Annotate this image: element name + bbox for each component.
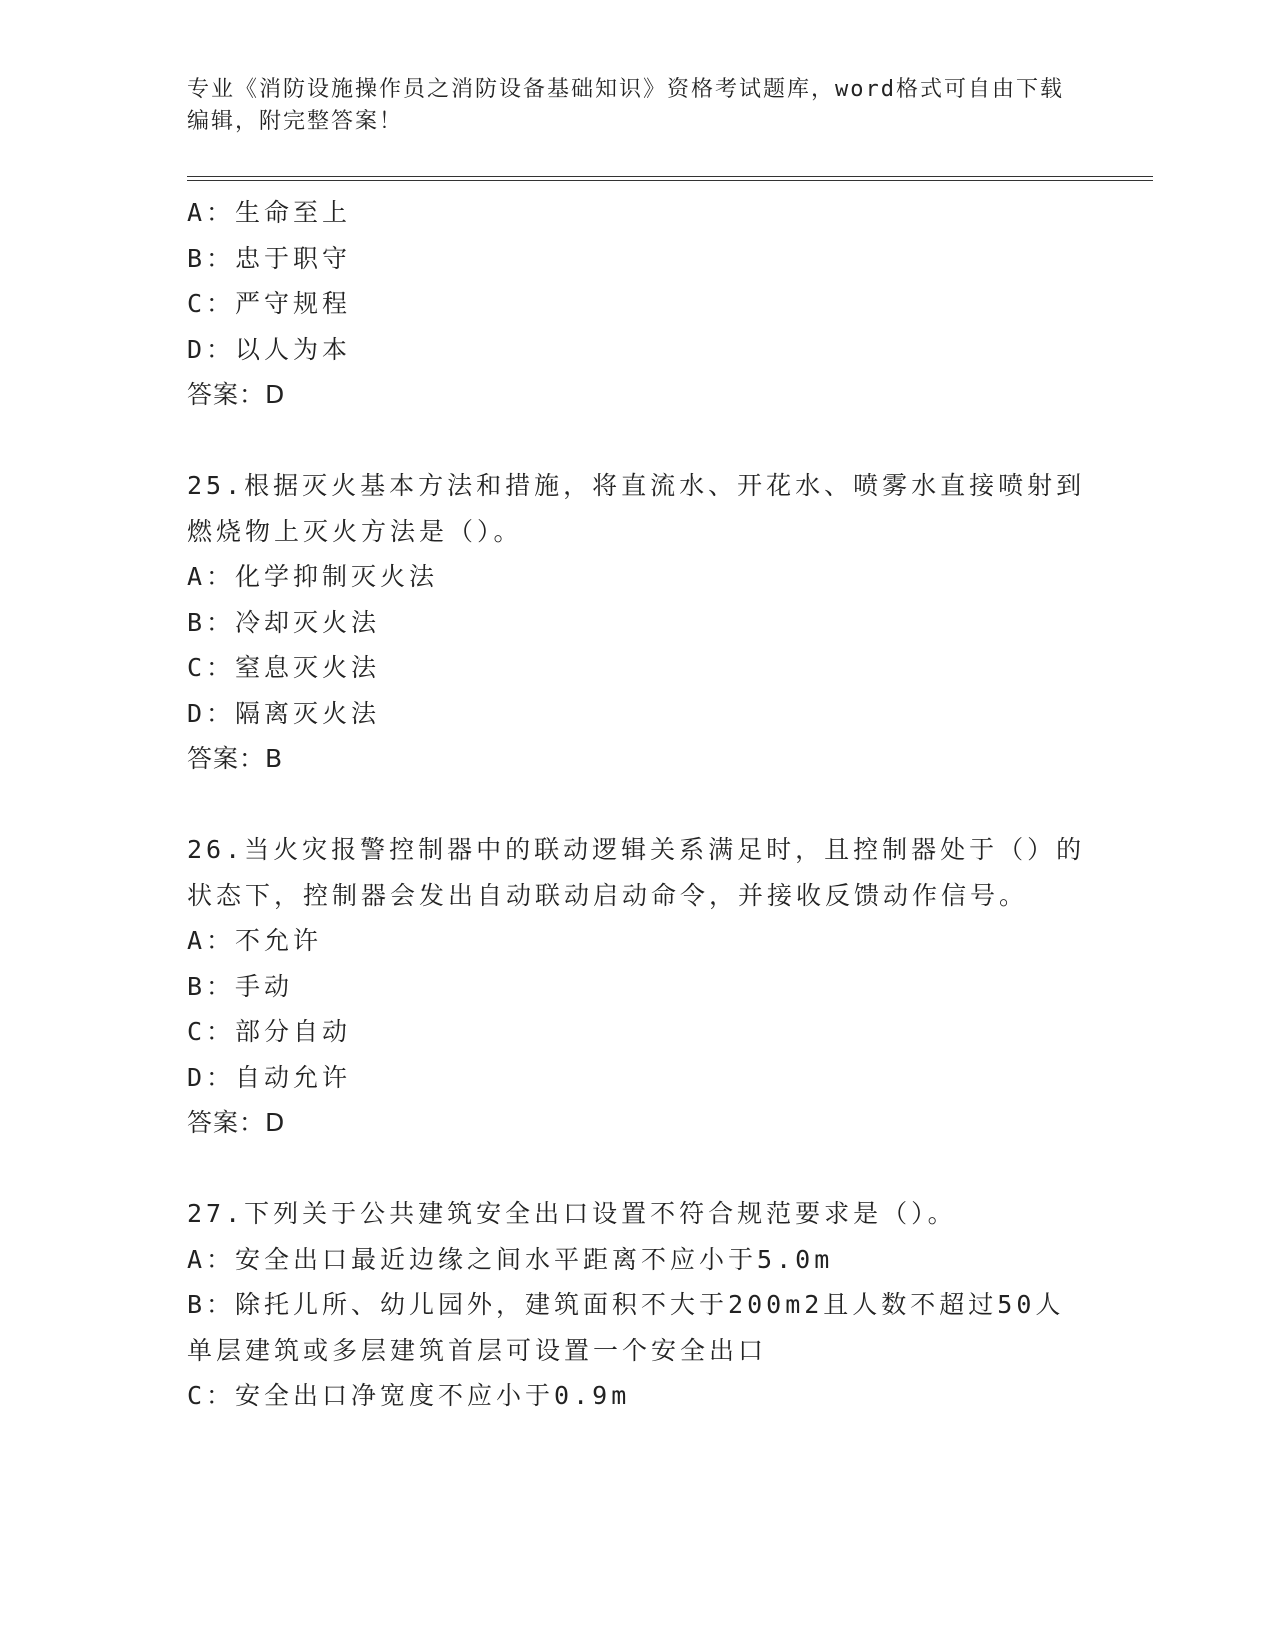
document-header: 专业《消防设施操作员之消防设备基础知识》资格考试题库，word格式可自由下载编辑，附完整答案！ [187, 77, 1064, 134]
option-d: D：隔离灭火法 [187, 698, 381, 728]
question-stem: 27.下列关于公共建筑安全出口设置不符合规范要求是（）。 [187, 1199, 957, 1228]
question-24 [187, 190, 1087, 418]
option-c: C：部分自动 [187, 1017, 352, 1046]
option-a: A：不允许 [187, 926, 323, 955]
option-d: D：自动允许 [187, 1062, 352, 1092]
option-d: D：以人为本 [187, 334, 352, 364]
answer: 答案：D [187, 1108, 286, 1137]
option-a: A：化学抑制灭火法 [187, 562, 439, 591]
option-b: B：忠于职守 [187, 243, 352, 273]
option-b: B：除托儿所、幼儿园外，建筑面积不大于200m2且人数不超过50人 [187, 1290, 1065, 1319]
question-list [187, 190, 1087, 1419]
option-b: B：手动 [187, 971, 294, 1001]
question-25 [187, 463, 1087, 782]
option-c: C：严守规程 [187, 289, 352, 318]
spacer [187, 1146, 1087, 1192]
answer: 答案：D [187, 380, 286, 409]
question-stem-continued: 状态下，控制器会发出自动联动启动命令，并接收反馈动作信号。 [187, 880, 1029, 910]
question-26 [187, 827, 1087, 1146]
question-27 [187, 1191, 1087, 1419]
spacer [187, 782, 1087, 828]
answer: 答案：B [187, 744, 284, 773]
question-stem: 25.根据灭火基本方法和措施，将直流水、开花水、喷雾水直接喷射到 [187, 471, 1086, 500]
spacer [187, 418, 1087, 464]
option-a: A：安全出口最近边缘之间水平距离不应小于5.0m [187, 1244, 834, 1274]
question-stem-continued: 燃烧物上灭火方法是（）。 [187, 516, 523, 546]
option-b: B：冷却灭火法 [187, 607, 381, 637]
header-divider [187, 176, 1153, 181]
option-a: A：生命至上 [187, 198, 352, 227]
option-c: C：安全出口净宽度不应小于0.9m [187, 1381, 631, 1410]
option-c: C：窒息灭火法 [187, 653, 381, 682]
option-b-continued: 单层建筑或多层建筑首层可设置一个安全出口 [187, 1335, 768, 1365]
question-stem: 26.当火灾报警控制器中的联动逻辑关系满足时，且控制器处于（）的 [187, 835, 1086, 864]
